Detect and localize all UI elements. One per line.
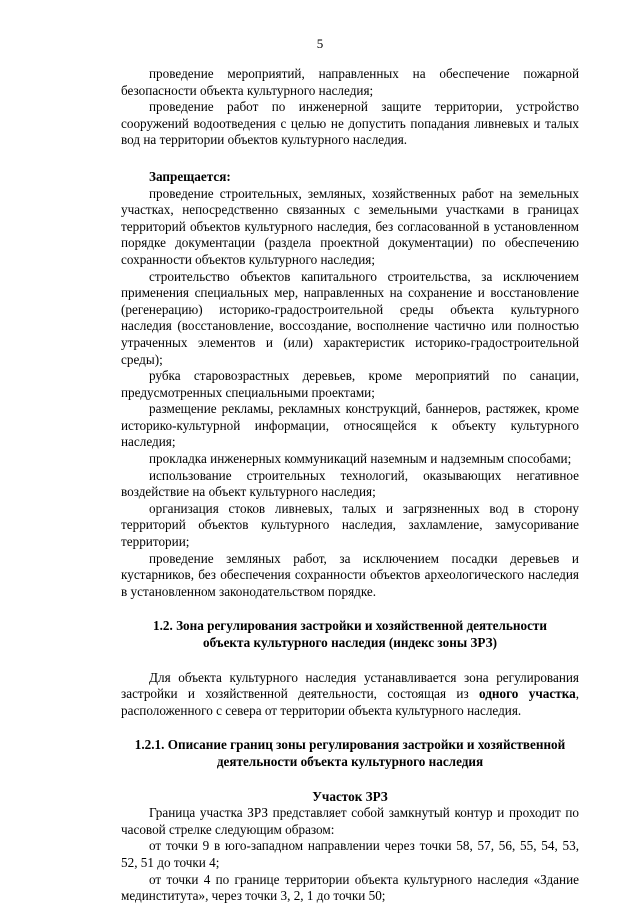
- section-1-2-heading-line2: объекта культурного наследия (индекс зоны ЗРЗ): [203, 635, 497, 650]
- document-body: [121, 66, 579, 905]
- section-1-2-1-heading-line1: 1.2.1. Описание границ зоны регулирования застройки и хозяйственной: [134, 737, 566, 753]
- plot-paragraph-point-9: от точки 9 в юго-западном направлении через точки 58, 57, 56, 55, 54, 53, 52, 51 до точки 4;: [121, 838, 579, 870]
- section-1-2-1-heading: [101, 737, 599, 770]
- section-1-2-1-heading-line2: деятельности объекта культурного наследия: [216, 753, 484, 769]
- prohibited-item-capital-construction: строительство объектов капитального строительства, за исключением применения специальных мер, направленных на сохранение и восстановление (регенерацию) историко-градостроительной среды объекта культурного наследия (восстановление, воссоздание, восполнение частично или полностью утраченных элементов и (или) характеристик историко-градостроительной среды);: [121, 268, 579, 367]
- prohibited-item-construction-works: проведение строительных, земляных, хозяйственных работ на земельных участках, непосредственно связанных с земельными участками в границах территорий объектов культурного наследия, без согласованной в установленном порядке документации (раздела проектной документации) по обеспечению сохранности объектов культурного наследия;: [121, 185, 579, 267]
- section-1-2-heading: [121, 618, 579, 651]
- plot-heading: Участок ЗРЗ: [312, 788, 388, 804]
- plot-paragraph-point-4: от точки 4 по границе территории объекта культурного наследия «Здание мединститута», через точки 3, 2, 1 до точки 50;: [121, 871, 579, 904]
- section-1-2-text-after: , расположенного с севера от территории объекта культурного наследия.: [121, 686, 580, 718]
- section-1-2-heading-line1: 1.2. Зона регулирования застройки и хозяйственной деятельности: [153, 618, 547, 634]
- prohibited-item-tree-felling: рубка старовозрастных деревьев, кроме мероприятий по санации, предусмотренных специальными проектами;: [121, 368, 579, 400]
- section-1-2-text-before: Для объекта культурного наследия устанавливается зона регулирования застройки и хозяйственной деятельности, состоящая из: [121, 669, 579, 702]
- prohibited-item-drainage: организация стоков ливневых, талых и загрязненных вод в сторону территорий объектов культурного наследия, захламление, замусоривание территории;: [121, 500, 579, 550]
- paragraph-engineering-protection: проведение работ по инженерной защите территории, устройство сооружений водоотведения с целью не допустить попадания ливневых и талых вод на территории объектов культурного наследия.: [121, 99, 579, 148]
- prohibited-item-earthworks: проведение земляных работ, за исключением посадки деревьев и кустарников, без обеспечения сохранности объектов археологического наследия в установленном законодательством порядке.: [121, 550, 579, 599]
- prohibited-label: Запрещается:: [149, 168, 231, 184]
- section-1-2-text: [121, 670, 579, 720]
- prohibited-item-advertising: размещение рекламы, рекламных конструкций, баннеров, растяжек, кроме историко-культурной информации, относящейся к объекту культурного наследия;: [121, 401, 579, 450]
- prohibited-item-technologies: использование строительных технологий, оказывающих негативное воздействие на объект культурного наследия;: [121, 467, 579, 500]
- plot-paragraph-contour: Граница участка ЗРЗ представляет собой замкнутый контур и проходит по часовой стрелке следующим образом:: [121, 805, 579, 837]
- prohibited-item-utilities: прокладка инженерных коммуникаций наземным и надземным способами;: [149, 451, 572, 467]
- section-1-2-text-bold: одного участка: [479, 686, 576, 702]
- page-number: 5: [316, 36, 324, 51]
- paragraph-fire-safety: проведение мероприятий, направленных на обеспечение пожарной безопасности объекта культурного наследия;: [121, 66, 579, 98]
